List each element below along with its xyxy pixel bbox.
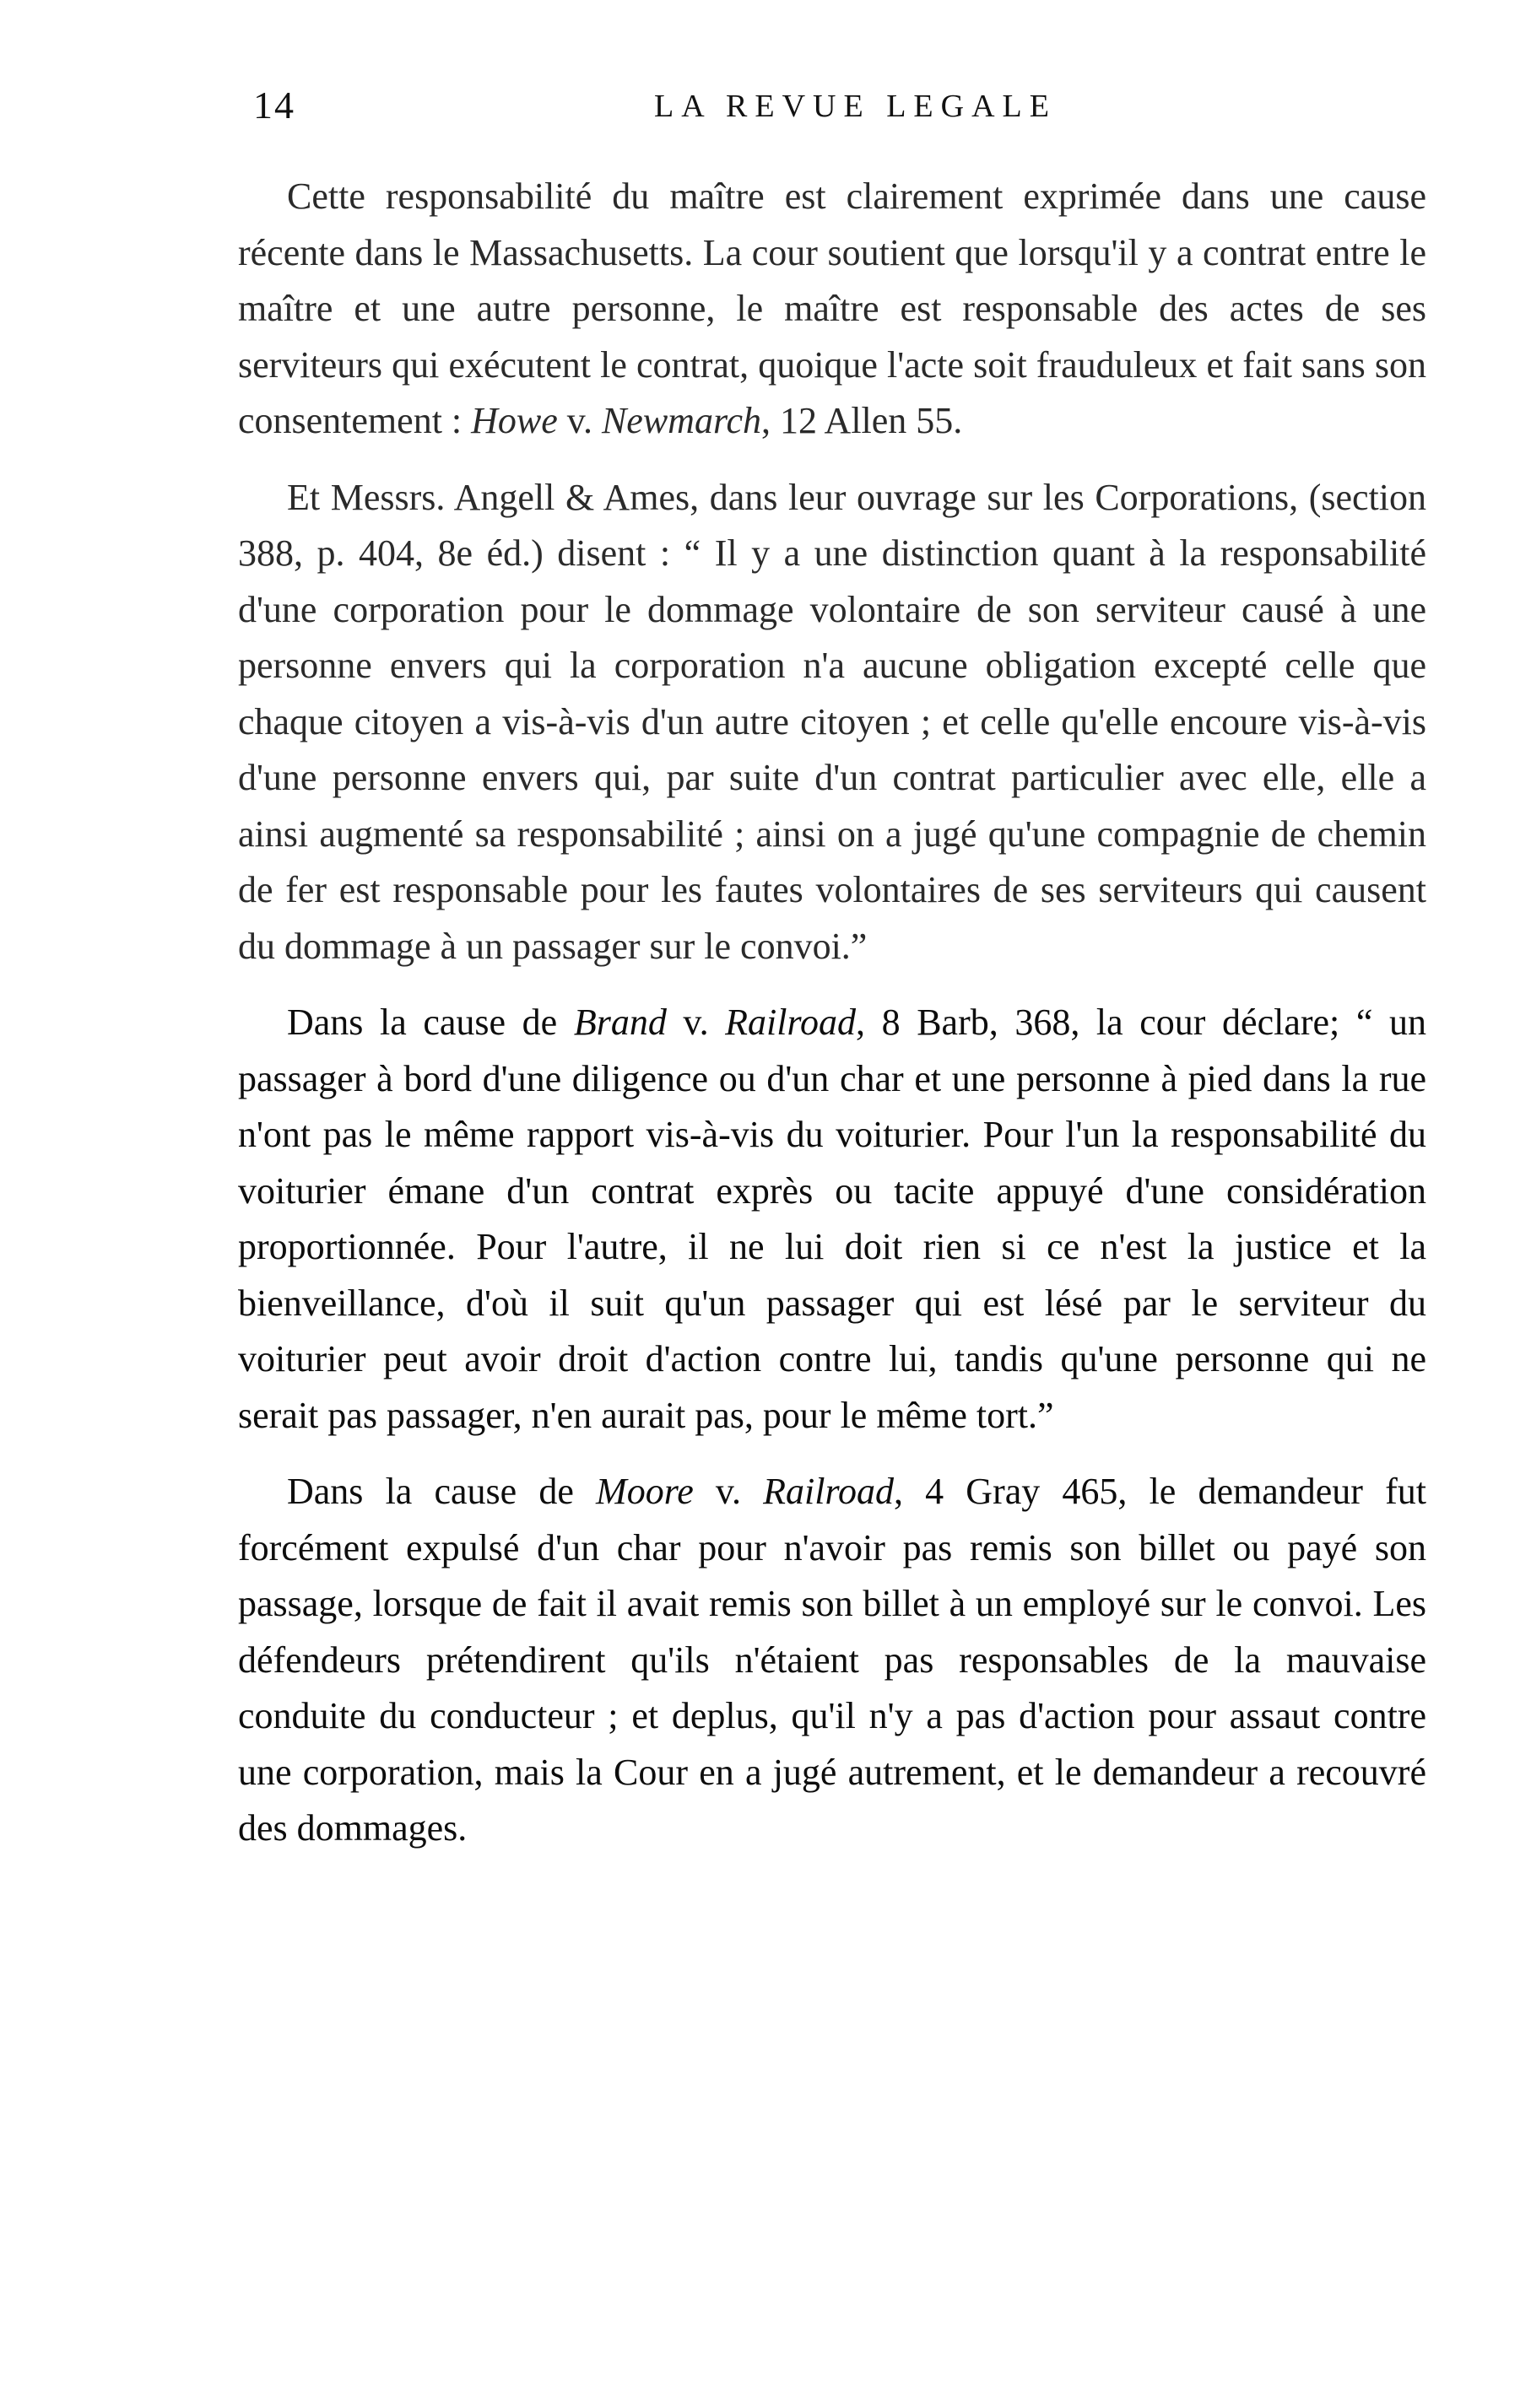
paragraph-1	[238, 169, 1426, 450]
text-run: , 8 Barb, 368, la cour déclare; “ un passager à bord d'une diligence ou d'un char et une personne à pied dans la rue n'ont pas le même rapport vis-à-vis du voiturier. Pour l'un la responsabilité du voiturier émane d'un contrat exprès ou tacite appuyé d'une considération proportionnée. Pour l'autre, il ne lui doit rien si ce n'est la justice et la bienveillance, d'où il suit qu'un passager qui est lésé par le serviteur du voiturier peut avoir droit d'action contre lui, tandis qu'une personne qui ne serait pas passager, n'en aurait pas, pour le même tort.”	[238, 1002, 1426, 1436]
paragraph-3	[238, 995, 1426, 1444]
text-run: Et Messrs. Angell & Ames, dans leur ouvrage sur les Corporations, (section 388, p. 404, 8e éd.) disent : “ Il y a une distinction quant à la responsabilité d'une corporation pour le dommage volontaire de son serviteur causé à une personne envers qui la corporation n'a aucune obligation excepté celle que chaque citoyen a vis-à-vis d'un autre citoyen ; et celle qu'elle encoure vis-à-vis d'une personne envers qui, par suite d'un contrat particulier avec elle, elle a ainsi augmenté sa responsabilité ; ainsi on a jugé qu'une compagnie de chemin de fer est responsable pour les fautes volontaires de ses serviteurs qui causent du dommage à un passager sur le convoi.”	[238, 476, 1426, 967]
page-body	[238, 169, 1426, 1877]
page-header	[253, 83, 1435, 142]
case-name: Howe	[471, 400, 558, 441]
text-run: , 4 Gray 465, le demandeur fut forcément expulsé d'un char pour n'avoir pas remis son billet ou payé son passage, lorsque de fait il avait remis son billet à un employé sur le convoi. Les défendeurs prétendirent qu'ils n'étaient pas responsables de la mauvaise conduite du conducteur ; et deplus, qu'il n'y a pas d'action pour assaut contre une corporation, mais la Cour en a jugé autrement, et le demandeur a recouvré des dommages.	[238, 1471, 1426, 1849]
text-run: Dans la cause de	[287, 1471, 597, 1512]
case-name: Moore	[596, 1471, 694, 1512]
text-run: , 12 Allen 55.	[760, 400, 963, 441]
paragraph-4	[238, 1464, 1426, 1857]
page-number: 14	[253, 84, 295, 127]
case-name: Newmarch	[601, 400, 761, 441]
case-name: Brand	[573, 1002, 667, 1043]
text-run: Dans la cause de	[287, 1002, 574, 1043]
paragraph-2	[238, 470, 1426, 975]
text-run: v.	[693, 1471, 764, 1512]
text-run: Cette responsabilité du maître est clairement exprimée dans une cause récente dans le Massachusetts. La cour soutient que lorsqu'il y a contrat entre le maître et une autre personne, le maître est responsable des actes de ses serviteurs qui exécutent le contrat, quoique l'acte soit frauduleux et fait sans son consentement :	[238, 175, 1426, 441]
text-run: v.	[666, 1002, 726, 1043]
case-name: Railroad	[725, 1002, 856, 1043]
case-name: Railroad	[763, 1471, 894, 1512]
running-title: LA REVUE LEGALE	[654, 89, 1057, 124]
text-run: v.	[557, 400, 602, 441]
